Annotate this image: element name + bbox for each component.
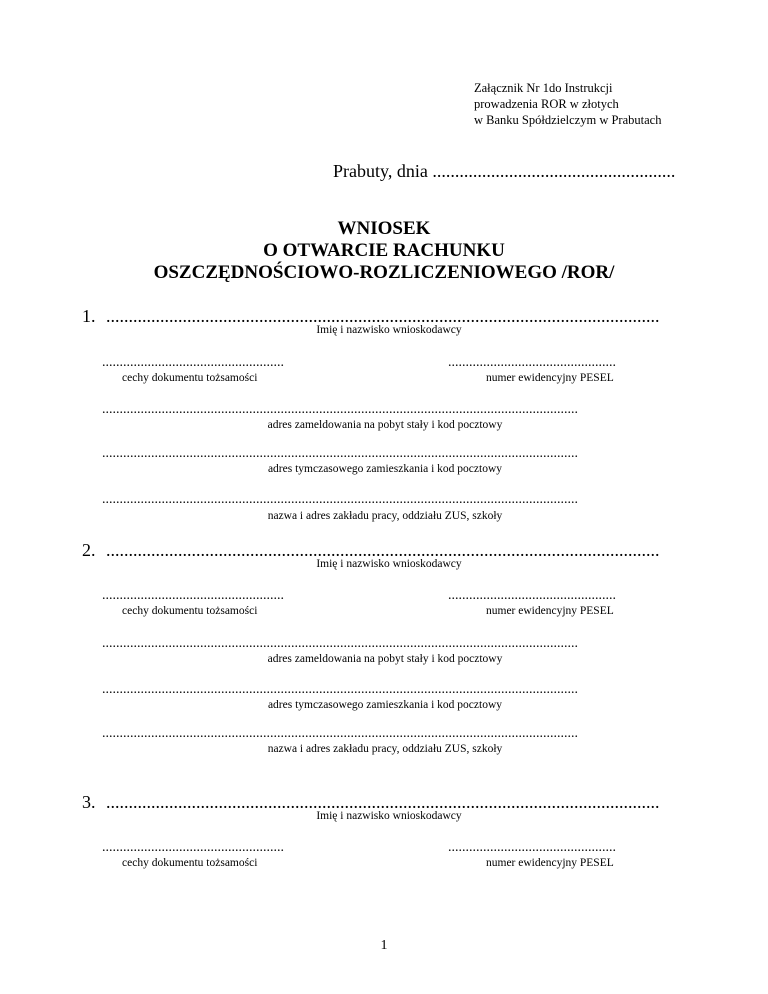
- temporary-address-label: adres tymczasowego zamieszkania i kod pocztowy: [267, 463, 503, 475]
- pesel-label: numer ewidencyjny PESEL: [486, 605, 614, 617]
- workplace-label: nazwa i adres zakładu pracy, oddziału ZUS, szkoły: [267, 510, 503, 522]
- applicant-name-label: Imię i nazwisko wnioskodawcy: [316, 558, 462, 570]
- attachment-note-line-2: prowadzenia ROR w złotych: [474, 97, 619, 111]
- place-date-label: Prabuty, dnia: [333, 161, 428, 181]
- permanent-address-field[interactable]: ........................................................................................................................................: [102, 636, 578, 651]
- pesel-label: numer ewidencyjny PESEL: [486, 857, 614, 869]
- applicant-number: 3.: [82, 792, 96, 812]
- pesel-field[interactable]: ................................................: [448, 355, 616, 370]
- permanent-address-label: adres zameldowania na pobyt stały i kod pocztowy: [267, 419, 503, 431]
- applicant-number: 1.: [82, 306, 96, 326]
- id-document-label: cechy dokumentu tożsamości: [122, 857, 258, 869]
- applicant-name-label: Imię i nazwisko wnioskodawcy: [316, 324, 462, 336]
- document-title-line-1: WNIOSEK: [337, 218, 431, 239]
- temporary-address-field[interactable]: ........................................................................................................................................: [102, 446, 578, 461]
- pesel-label: numer ewidencyjny PESEL: [486, 372, 614, 384]
- place-date-line: [333, 161, 675, 182]
- id-document-field[interactable]: ....................................................: [102, 588, 284, 603]
- id-document-label: cechy dokumentu tożsamości: [122, 605, 258, 617]
- applicant-name-field[interactable]: ...........................................................................................................................: [106, 306, 660, 326]
- document-title-line-3: OSZCZĘDNOŚCIOWO-ROZLICZENIOWEGO /ROR/: [153, 262, 615, 283]
- applicant-name-label: Imię i nazwisko wnioskodawcy: [316, 810, 462, 822]
- id-document-label: cechy dokumentu tożsamości: [122, 372, 258, 384]
- temporary-address-label: adres tymczasowego zamieszkania i kod pocztowy: [267, 699, 503, 711]
- temporary-address-field[interactable]: ........................................................................................................................................: [102, 682, 578, 697]
- pesel-field[interactable]: ................................................: [448, 840, 616, 855]
- id-document-field[interactable]: ....................................................: [102, 355, 284, 370]
- attachment-note-line-1: Załącznik Nr 1do Instrukcji: [474, 81, 613, 95]
- document-title-line-2: O OTWARCIE RACHUNKU: [263, 240, 505, 261]
- date-field[interactable]: ......................................................: [432, 161, 676, 181]
- applicant-name-field[interactable]: ...........................................................................................................................: [106, 540, 660, 560]
- applicant-number: 2.: [82, 540, 96, 560]
- permanent-address-field[interactable]: ........................................................................................................................................: [102, 402, 578, 417]
- attachment-note: [474, 80, 661, 128]
- permanent-address-label: adres zameldowania na pobyt stały i kod pocztowy: [267, 653, 503, 665]
- workplace-field[interactable]: ........................................................................................................................................: [102, 492, 578, 507]
- page-number: 1: [380, 938, 388, 953]
- workplace-label: nazwa i adres zakładu pracy, oddziału ZUS, szkoły: [267, 743, 503, 755]
- attachment-note-line-3: w Banku Spółdzielczym w Prabutach: [474, 113, 662, 127]
- id-document-field[interactable]: ....................................................: [102, 840, 284, 855]
- pesel-field[interactable]: ................................................: [448, 588, 616, 603]
- workplace-field[interactable]: ........................................................................................................................................: [102, 726, 578, 741]
- applicant-name-field[interactable]: ...........................................................................................................................: [106, 792, 660, 812]
